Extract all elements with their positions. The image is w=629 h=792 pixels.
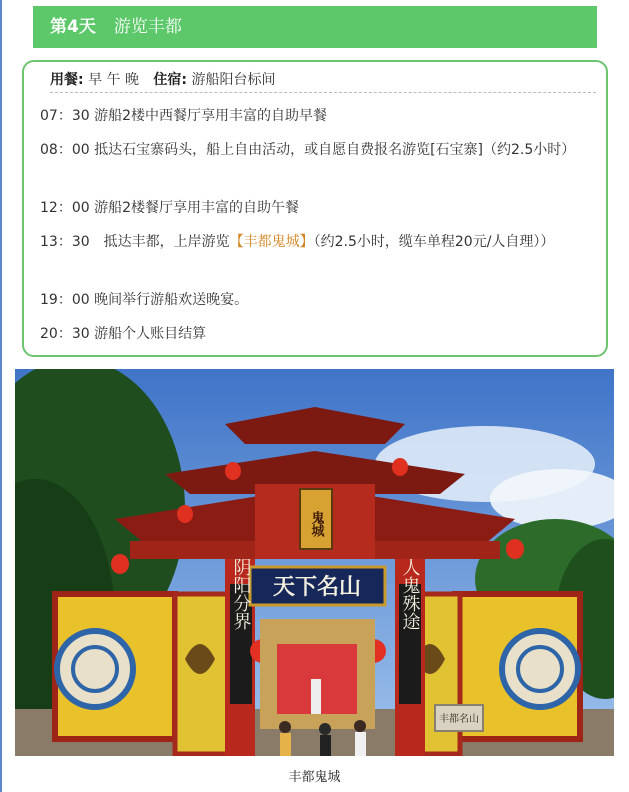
day-header <box>33 6 597 48</box>
schedule-item <box>40 230 598 254</box>
left-border <box>0 0 2 792</box>
schedule-item: 12：00 游船2楼餐厅享用丰富的自助午餐 <box>40 200 299 216</box>
stay-label: 住宿: <box>153 72 188 88</box>
attraction-link[interactable]: 【丰都鬼城】 <box>229 234 314 250</box>
schedule-item: 20：30 游船个人账目结算 <box>40 326 207 342</box>
meals-row <box>50 68 596 93</box>
meal-label: 用餐: <box>50 72 84 88</box>
plaque-top-text: 鬼城 <box>308 511 324 537</box>
right-couplet-text: 人鬼殊途 <box>399 558 421 630</box>
schedule-item: 07：30 游船2楼中西餐厅享用丰富的自助早餐 <box>40 108 327 124</box>
photo-caption: 丰都鬼城 <box>288 770 341 785</box>
day-title: 游览丰都 <box>113 17 182 37</box>
schedule-item: 08：00 抵达石宝寨码头，船上自由活动，或自愿自费报名游览[石宝寨]（约2.5小时） <box>40 142 576 158</box>
itinerary-card <box>22 60 608 357</box>
left-couplet-text: 阴阳分界 <box>230 558 252 630</box>
schedule-item-text: （约2.5小时，缆车单程20元/人自理）） <box>313 234 555 250</box>
plaque-main-text: 天下名山 <box>272 574 362 600</box>
stay-value: 游船阳台标间 <box>191 72 276 88</box>
meal-value: 早 午 晚 <box>88 72 139 88</box>
schedule-item-text: 13：30 抵达丰都，上岸游览 <box>40 234 230 250</box>
schedule-item: 19：00 晚间举行游船欢送晚宴。 <box>40 292 249 308</box>
day-number: 第4天 <box>50 17 96 37</box>
fengdu-gate-photo <box>15 369 614 756</box>
stele-text: 丰都名山 <box>439 714 479 725</box>
